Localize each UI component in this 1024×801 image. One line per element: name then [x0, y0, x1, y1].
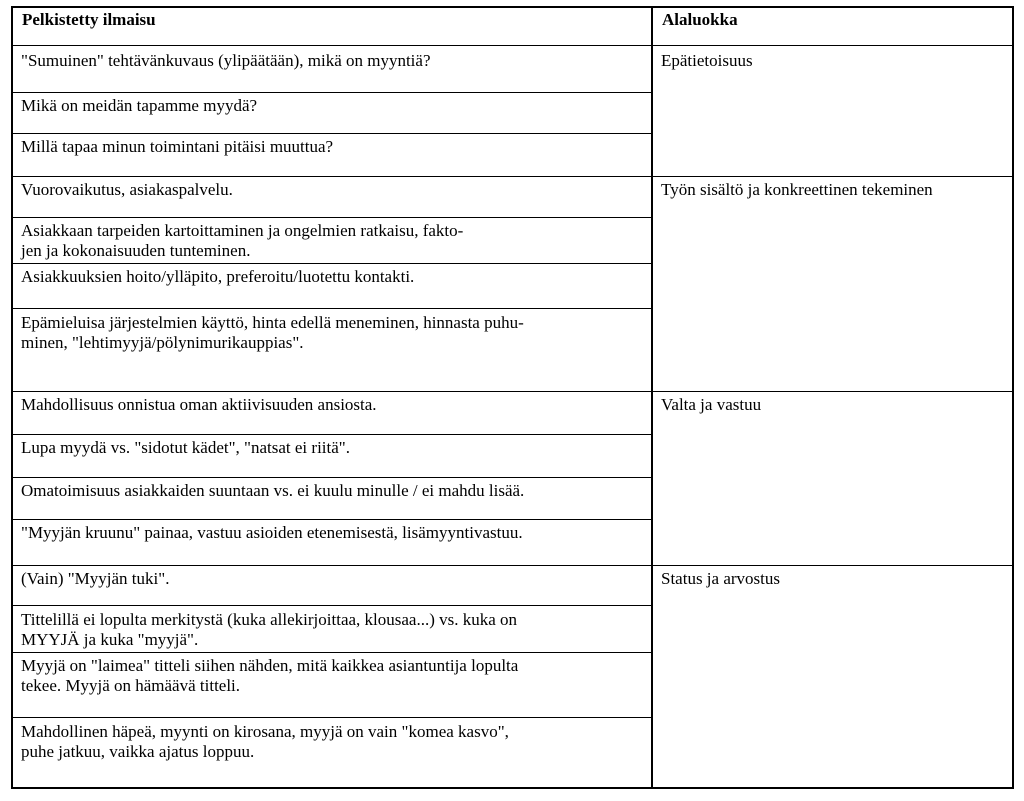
expression-cell: Asiakkaan tarpeiden kartoittaminen ja ongelmien ratkaisu, fakto- jen ja kokonaisuuden tunteminen.	[21, 221, 464, 260]
row-divider	[13, 477, 651, 478]
header-subcategory: Alaluokka	[662, 10, 738, 29]
subcategory-cell: Epätietoisuus	[661, 51, 753, 70]
row-divider	[13, 519, 651, 520]
expression-cell: Epämieluisa järjestelmien käyttö, hinta edellä meneminen, hinnasta puhu- minen, "lehtimyyjä/pölynimurikauppias".	[21, 313, 524, 352]
categorization-table	[11, 6, 1014, 789]
row-divider	[13, 652, 651, 653]
expression-cell: Mikä on meidän tapamme myydä?	[21, 96, 258, 115]
expression-cell: Mahdollisuus onnistua oman aktiivisuuden ansiosta.	[21, 395, 377, 414]
group-divider	[13, 565, 1013, 566]
expression-cell: Mahdollinen häpeä, myynti on kirosana, myyjä on vain "komea kasvo", puhe jatkuu, vaikka ajatus loppuu.	[21, 722, 509, 761]
expression-cell: "Sumuinen" tehtävänkuvaus (ylipäätään), mikä on myyntiä?	[21, 51, 431, 70]
expression-cell: "Myyjän kruunu" painaa, vastuu asioiden etenemisestä, lisämyyntivastuu.	[21, 523, 523, 542]
row-divider	[13, 133, 651, 134]
header-divider	[13, 45, 1013, 46]
expression-cell: Omatoimisuus asiakkaiden suuntaan vs. ei kuulu minulle / ei mahdu lisää.	[21, 481, 525, 500]
row-divider	[13, 263, 651, 264]
row-divider	[13, 92, 651, 93]
row-divider	[13, 434, 651, 435]
expression-cell: Tittelillä ei lopulta merkitystä (kuka allekirjoittaa, klousaa...) vs. kuka on MYYJÄ ja kuka "myyjä".	[21, 610, 518, 649]
row-divider	[13, 605, 651, 606]
subcategory-cell: Työn sisältö ja konkreettinen tekeminen	[661, 180, 933, 199]
row-divider	[13, 308, 651, 309]
expression-cell: Asiakkuuksien hoito/ylläpito, preferoitu/luotettu kontakti.	[21, 267, 415, 286]
expression-cell: Myyjä on "laimea" titteli siihen nähden, mitä kaikkea asiantuntija lopulta tekee. Myyjä on hämäävä titteli.	[21, 656, 519, 695]
header-reduced-expression: Pelkistetty ilmaisu	[22, 10, 156, 29]
row-divider	[13, 217, 651, 218]
group-divider	[13, 176, 1013, 177]
group-divider	[13, 391, 1013, 392]
expression-cell: Lupa myydä vs. "sidotut kädet", "natsat ei riitä".	[21, 438, 350, 457]
expression-cell: (Vain) "Myyjän tuki".	[21, 569, 170, 588]
subcategory-cell: Status ja arvostus	[661, 569, 780, 588]
row-divider	[13, 717, 651, 718]
expression-cell: Millä tapaa minun toimintani pitäisi muuttua?	[21, 137, 334, 156]
column-divider	[651, 8, 653, 787]
expression-cell: Vuorovaikutus, asiakaspalvelu.	[21, 180, 233, 199]
subcategory-cell: Valta ja vastuu	[661, 395, 762, 414]
